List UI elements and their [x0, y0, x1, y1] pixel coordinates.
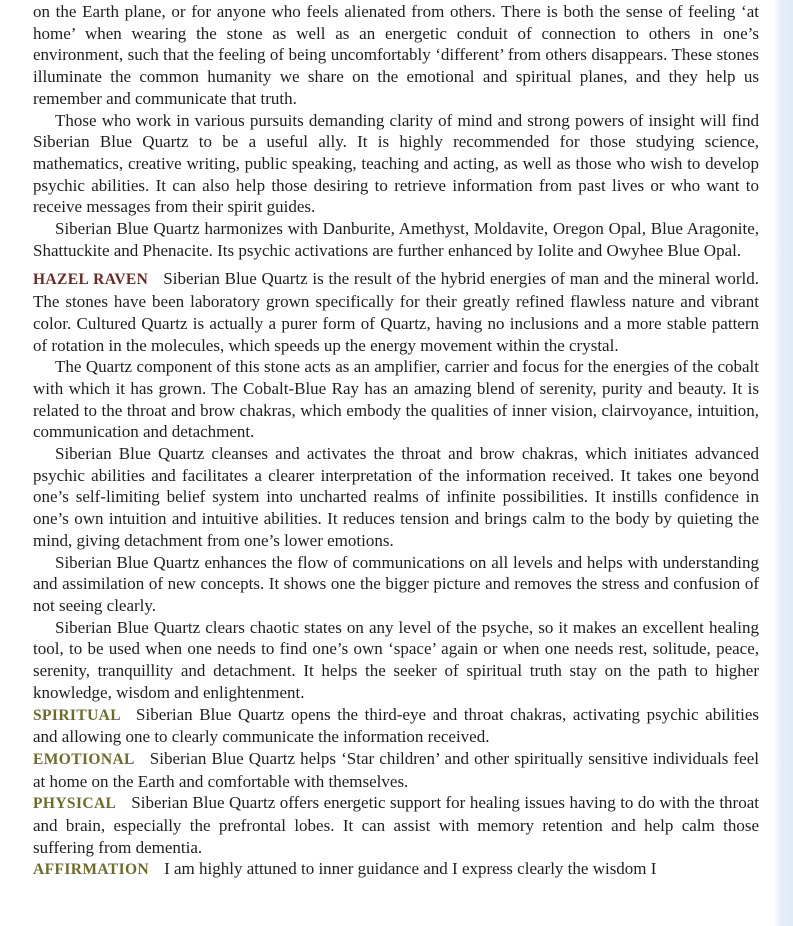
section-label-spiritual: SPIRITUAL [33, 706, 122, 724]
section-label-emotional: EMOTIONAL [33, 750, 135, 768]
paragraph-intro-continuation [33, 1, 759, 110]
paragraph-text: Siberian Blue Quartz cleanses and activates the throat and brow chakras, which initiates advanced psychic abilities and facilitates a clearer interpretation of the information received. It takes one beyond one’s self-limiting belief system into uncharted realms of infinite possibilities. It instills confidence in one’s own intuition and intuitive abilities. It reduces tension and brings calm to the body by quieting the mind, giving detachment from one’s lower emotions. [33, 444, 759, 550]
page-edge-strip [773, 0, 793, 926]
paragraph-text: Siberian Blue Quartz opens the third-eye and throat chakras, activating psychic abilities and allowing one to clearly communicate the information received. [33, 704, 759, 747]
paragraph-hazel-raven [33, 268, 759, 356]
section-physical [33, 792, 759, 858]
section-affirmation [33, 858, 759, 881]
paragraph-text: Siberian Blue Quartz clears chaotic states on any level of the psyche, so it makes an excellent healing tool, to be used when one needs to find one’s own ‘space’ again or when one needs rest, solitude, peace, serenity, tranquillity and detachment. It helps the seeker of spiritual truth stay on the path to higher knowledge, wisdom and enlightenment. [33, 617, 759, 702]
paragraph-text: Siberian Blue Quartz helps ‘Star children’ and other spiritually sensitive individuals feel at home on the Earth and comfortable with themselves. [33, 748, 759, 791]
book-page-text-column [33, 1, 759, 881]
paragraph-text: The Quartz component of this stone acts as an amplifier, carrier and focus for the energies of the cobalt with which it has grown. The Cobalt-Blue Ray has an amazing blend of serenity, purity and beauty. It is related to the throat and brow chakras, which embody the qualities of inner vision, clairvoyance, intuition, communication and detachment. [33, 357, 759, 442]
paragraph-text: I am highly attuned to inner guidance and I express clearly the wisdom I [164, 859, 657, 879]
paragraph-cleanses [33, 443, 759, 552]
paragraph-quartz-component [33, 356, 759, 443]
section-label-affirmation: AFFIRMATION [33, 861, 150, 879]
paragraph-harmonizes [33, 218, 759, 261]
paragraph-communications [33, 552, 759, 617]
author-label: HAZEL RAVEN [33, 271, 149, 289]
paragraph-chaotic-states [33, 617, 759, 704]
paragraph-text: Siberian Blue Quartz is the result of the hybrid energies of man and the mineral world. The stones have been laboratory grown specifically for their greatly refined flawless nature and vibrant color. Cultured Quartz is actually a purer form of Quartz, having no inclusions and a more stable pattern of rotation in the molecules, which speeds up the energy movement within the crystal. [33, 269, 759, 355]
section-label-physical: PHYSICAL [33, 795, 117, 813]
paragraph-text: Siberian Blue Quartz offers energetic support for healing issues having to do with the throat and brain, especially the prefrontal lobes. It can assist with memory retention and help calm those suffering from dementia. [33, 793, 759, 857]
paragraph-text: Those who work in various pursuits demanding clarity of mind and strong powers of insight will find Siberian Blue Quartz to be a useful ally. It is highly recommended for those studying science, mathematics, creative writing, public speaking, teaching and acting, as well as those who wish to develop psychic abilities. It can also help those desiring to retrieve information from past lives or who want to receive messages from their spirit guides. [33, 110, 759, 217]
paragraph-text: on the Earth plane, or for anyone who feels alienated from others. There is both the sense of feeling ‘at home’ when wearing the stone as well as an energetic conduit of connection to others in one’s environment, such that the feeling of being uncomfortably ‘different’ from others disappears. These stones illuminate the common humanity we share on the emotional and spiritual planes, and they help us remember and communicate that truth. [33, 2, 759, 108]
section-emotional [33, 748, 759, 792]
paragraph-pursuits [33, 110, 759, 219]
section-spiritual [33, 704, 759, 748]
paragraph-text: Siberian Blue Quartz enhances the flow of communications on all levels and helps with understanding and assimilation of new concepts. It shows one the bigger picture and removes the stress and confusion of not seeing clearly. [33, 552, 759, 615]
paragraph-text: Siberian Blue Quartz harmonizes with Danburite, Amethyst, Moldavite, Oregon Opal, Blue Aragonite, Shattuckite and Phenacite. Its psychic activations are further enhanced by Iolite and Owyhee Blue Opal. [33, 219, 759, 260]
